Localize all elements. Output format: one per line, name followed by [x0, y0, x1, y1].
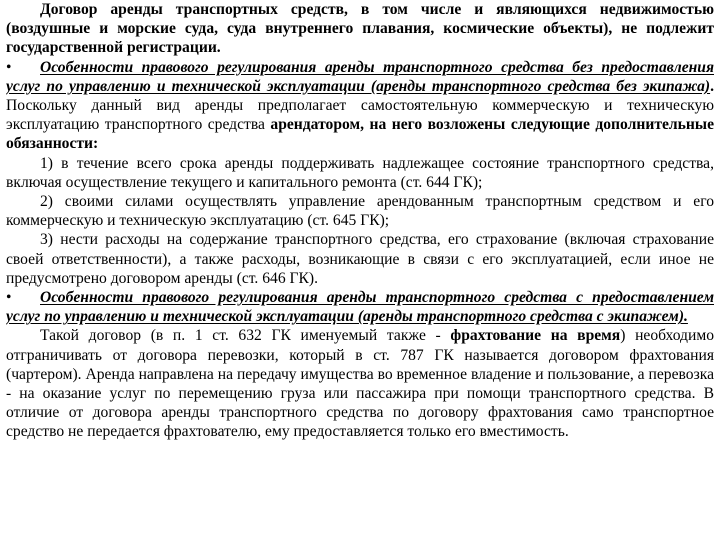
chartering-text-before: Такой договор (в п. 1 ст. 632 ГК именуемый также -	[40, 327, 451, 345]
without-crew-heading: Особенности правового регулирования аренды транспортного средства без предоставления услуг по управлению и технической эксплуатации (аренды транспортного средства без экипажа)	[6, 58, 714, 95]
document-page	[6, 0, 714, 540]
without-crew-heading-end: .	[710, 77, 714, 95]
with-crew-section	[6, 288, 714, 326]
obligation-item-2-text: 2) своими силами осуществлять управление арендованным транспортным средством и его коммерческую и техническую эксплуатацию (ст. 645 ГК);	[6, 193, 714, 230]
registration-text: Договор аренды транспортных средств, в том числе и являющихся недвижимостью (воздушные и морские суда, суда внутреннего плавания, космические объекты), не подлежит государственной регистрации.	[6, 1, 714, 57]
obligation-item-3	[6, 230, 714, 288]
without-crew-text: Поскольку данный вид аренды предполагает самостоятельную коммерческую и техническую эксплуатацию транспортного средства	[6, 97, 714, 134]
bullet-marker: •	[6, 289, 12, 307]
obligation-item-1	[6, 154, 714, 192]
obligation-item-2	[6, 192, 714, 230]
obligation-item-3-text: 3) нести расходы на содержание транспортного средства, его страхование (включая страхование своей ответственности), а также расходы, возникающие в связи с его эксплуатацией, если иное не предусмотрено договором аренды (ст. 646 ГК).	[6, 231, 714, 287]
obligation-item-1-text: 1) в течение всего срока аренды поддерживать надлежащее состояние транспортного средства, включая осуществление текущего и капитального ремонта (ст. 644 ГК);	[6, 154, 714, 191]
without-crew-section	[6, 58, 714, 154]
chartering-paragraph	[6, 326, 714, 441]
registration-paragraph	[6, 0, 714, 58]
chartering-bold-term: фрахтование на время	[450, 327, 621, 345]
chartering-text-after: ) необходимо отграничивать от договора перевозки, который в ст. 787 ГК называется договором фрахтования (чартером). Аренда направлена на передачу имущества во временное владение и пользование, а перевозка - на оказание услуг по перемещению груза или пассажира при помощи транспортного средства. В отличие от договора аренды транспортного средства по договору фрахтования само транспортное средство не передается фрахтователю, ему предоставляется только его вместимость.	[6, 327, 714, 441]
bullet-marker: •	[6, 58, 12, 76]
without-crew-bold-text: арендатором, на него возложены следующие дополнительные обязанности:	[6, 116, 714, 153]
with-crew-heading: Особенности правового регулирования аренды транспортного средства с предоставлением услуг по управлению и технической эксплуатации (аренды транспортного средства с экипажем).	[6, 289, 714, 326]
